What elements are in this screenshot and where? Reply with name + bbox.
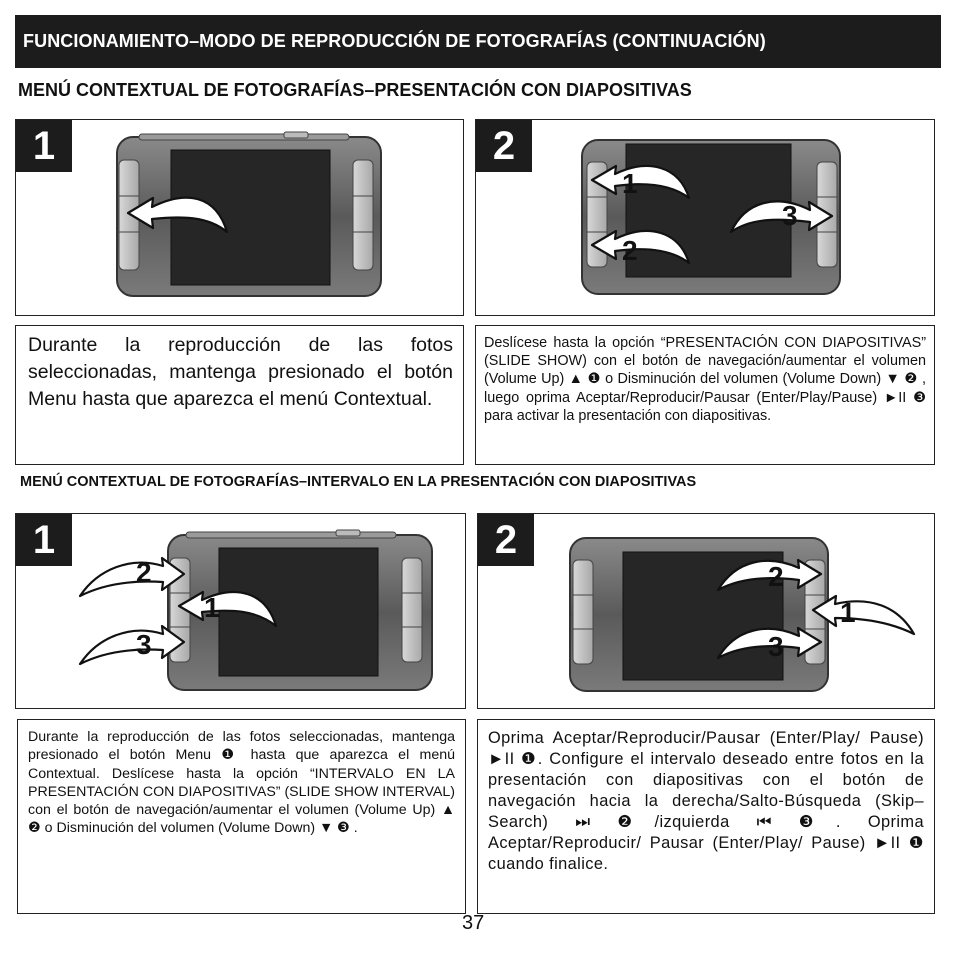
section-title-interval: MENÚ CONTEXTUAL DE FOTOGRAFÍAS–INTERVALO EN LA PRESENTACIÓN CON DIAPOSITIVAS bbox=[20, 474, 697, 490]
step-panel-slideshow-1 bbox=[15, 119, 464, 316]
device-illustration bbox=[478, 514, 935, 709]
step-panel-slideshow-2 bbox=[475, 119, 935, 316]
step-number: 1 bbox=[16, 514, 72, 566]
arrow-label: 3 bbox=[768, 631, 784, 662]
arrow-label: 2 bbox=[136, 557, 152, 588]
instruction-box-interval-2 bbox=[477, 719, 935, 914]
instruction-box-slideshow-2 bbox=[475, 325, 935, 465]
instruction-box-interval-1 bbox=[17, 719, 466, 914]
instruction-text: Oprima Aceptar/Reproducir/Pausar (Enter/Play/ Pause) ►II ❶. Configure el intervalo deseado entre fotos en la presentación con diapositivas con el botón de navegación hacia la derecha/Salto-Búsqueda (Skip–Search) ⏭ ❷/izquierda ⏮ ❸. Oprima Aceptar/Reproducir/ Pausar (Enter/Play/ Pause) ►II ❶ cuando finalice. bbox=[488, 729, 924, 873]
header-title: FUNCIONAMIENTO–MODO DE REPRODUCCIÓN DE FOTOGRAFÍAS (CONTINUACIÓN) bbox=[23, 31, 766, 51]
arrow-label: 3 bbox=[136, 629, 152, 660]
page-header bbox=[15, 15, 941, 68]
section-title-slideshow: MENÚ CONTEXTUAL DE FOTOGRAFÍAS–PRESENTACIÓN CON DIAPOSITIVAS bbox=[18, 80, 692, 100]
arrow-label: 1 bbox=[840, 597, 856, 628]
arrow-label: 2 bbox=[768, 561, 784, 592]
instruction-text: Deslícese hasta la opción “PRESENTACIÓN CON DIAPOSITIVAS” (SLIDE SHOW) con el botón de navegación/aumentar el volumen (Volume Up) ▲ ❶ o Disminución del volumen (Volume Down) ▼ ❷ , luego oprima Aceptar/Reproducir/Pausar (Enter/Play/Pause) ►II ❸ para activar la presentación con diapositivas. bbox=[484, 335, 926, 424]
device-illustration bbox=[476, 120, 935, 316]
arrow-label: 2 bbox=[622, 235, 638, 266]
step-number: 1 bbox=[16, 120, 72, 172]
step-panel-interval-1 bbox=[15, 513, 466, 709]
device-illustration bbox=[16, 514, 466, 709]
step-number: 2 bbox=[476, 120, 532, 172]
arrow-label: 3 bbox=[782, 200, 798, 231]
device-illustration bbox=[16, 120, 464, 316]
instruction-text: Durante la reproducción de las fotos seleccionadas, mantenga presionado el botón Menu ❶ hasta que aparezca el menú Contextual. Deslícese hasta la opción “INTERVALO EN LA PRESENTACIÓN CON DIAPOSITIVAS” (SLIDE SHOW INTERVAL) con el botón de navegación/aumentar el volumen (Volume Up) ▲ ❷ o Disminución del volumen (Volume Down) ▼ ❸ . bbox=[28, 729, 456, 837]
page-number: 37 bbox=[462, 912, 485, 934]
step-number: 2 bbox=[478, 514, 534, 566]
step-panel-interval-2 bbox=[477, 513, 935, 709]
arrow-label: 1 bbox=[204, 592, 220, 623]
arrow-label: 1 bbox=[622, 168, 638, 199]
instruction-box-slideshow-1 bbox=[15, 325, 464, 465]
instruction-text: Durante la reproducción de las fotos seleccionadas, mantenga presionado el botón Menu hasta que aparezca el menú Contextual. bbox=[28, 334, 453, 410]
